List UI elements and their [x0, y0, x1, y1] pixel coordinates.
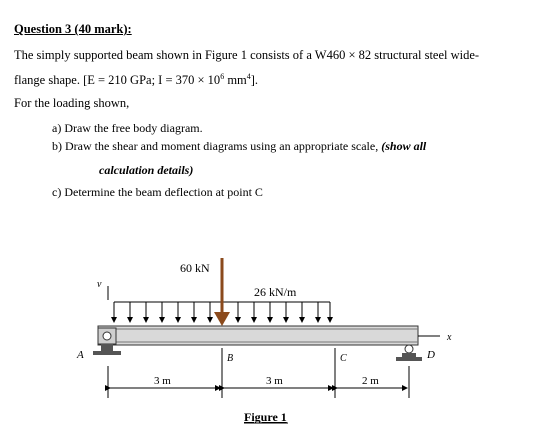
axis-x-label: x [447, 332, 452, 343]
exponent-6: 6 [220, 71, 225, 81]
point-C-label: C [340, 353, 347, 364]
dimension-AB-label: 3 m [154, 375, 171, 387]
point-A-label: A [77, 349, 84, 361]
point-load-arrow [214, 258, 230, 326]
task-b-emphasis: (show all [381, 139, 427, 153]
beam [98, 326, 418, 345]
point-load-label: 60 kN [180, 261, 210, 275]
point-D-label: D [427, 349, 435, 361]
task-b-text: b) Draw the shear and moment diagrams using an appropriate scale, [52, 139, 382, 153]
material-props-text: flange shape. [E = 210 GPa; I = 370 × 10 [14, 73, 221, 87]
unit-mm: mm [224, 73, 247, 87]
v-axis [97, 279, 108, 300]
problem-statement-line-1: The simply supported beam shown in Figure 1 consists of a W460 × 82 structural steel wide- [14, 48, 480, 62]
figure-caption: Figure 1 [244, 410, 287, 424]
roller-support-D [396, 345, 422, 361]
task-c: c) Determine the beam deflection at point C [52, 185, 263, 199]
task-b-continuation: calculation details) [99, 163, 194, 177]
task-a: a) Draw the free body diagram. [52, 121, 203, 135]
point-B-label: B [227, 353, 234, 364]
dimension-BC-label: 3 m [266, 375, 283, 387]
question-title: Question 3 (40 mark): [14, 22, 132, 36]
axis-v-label: v [97, 279, 102, 290]
bracket-close: ]. [250, 73, 259, 87]
distributed-load-label: 26 kN/m [254, 285, 297, 299]
loading-intro: For the loading shown, [14, 96, 130, 110]
exponent-4: 4 [246, 71, 251, 81]
dimension-CD-label: 2 m [362, 375, 379, 387]
